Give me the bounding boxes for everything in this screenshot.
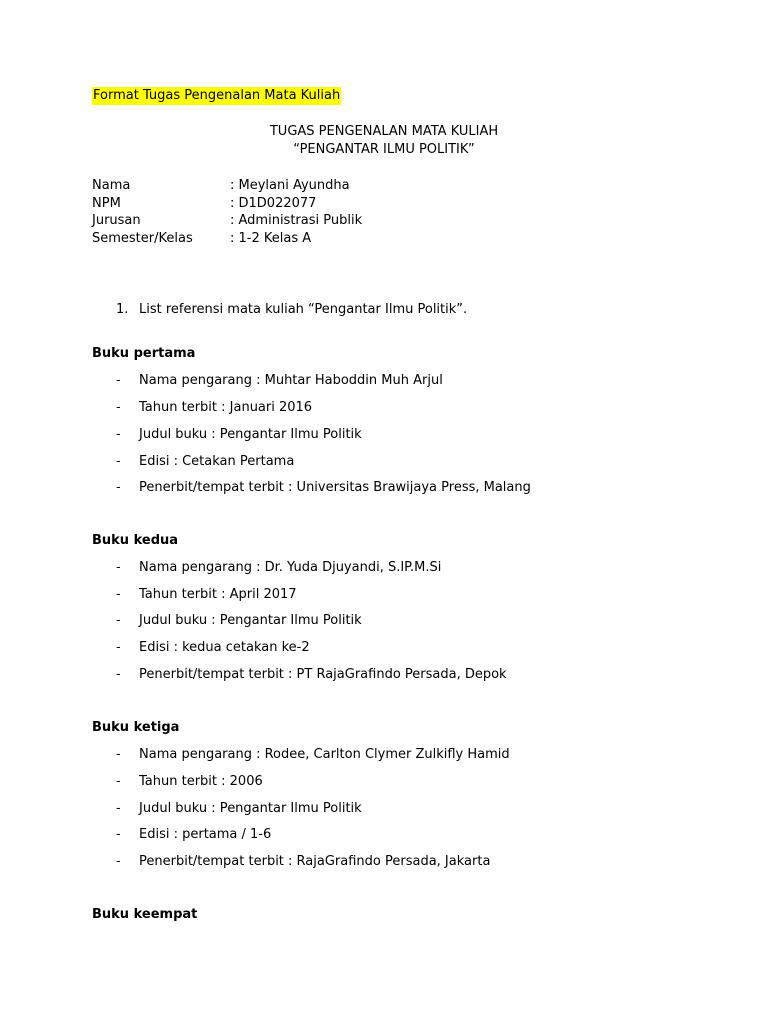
bullet-dash: - (116, 373, 121, 388)
identity-label: Jurusan (92, 213, 141, 228)
question-number: 1. (116, 302, 129, 317)
identity-value: : Administrasi Publik (230, 213, 363, 228)
bullet-dash: - (116, 427, 121, 442)
bullet-dash: - (116, 774, 121, 789)
bullet-dash: - (116, 640, 121, 655)
bullet-dash: - (116, 587, 121, 602)
bullet-dash: - (116, 667, 121, 682)
identity-label: Nama (92, 178, 131, 193)
document-page: Format Tugas Pengenalan Mata Kuliah TUGAS PENGENALAN MATA KULIAH “PENGANTAR ILMU POLITIK” Nama : Meylani Ayundha NPM : D1D022077 Jurusan : Administrasi Publik Semester/Kelas : 1-2 Kelas A 1. List referensi mata kuliah “Pengantar Ilmu Politik”. Buku pertama - Nama pengarang : Muhtar Haboddin Muh Arjul - Tahun terbit : Januari 2016 - Judul buku : Pengantar Ilmu Politik - Edisi : Cetakan Pertama - Penerbit/tempat terbit : Universitas Brawijaya Press, Malang Buku kedua - Nama pengarang : Dr. Yuda Djuyandi, S.IP.M.Si - Tahun terbit : April 2017 - Judul buku : Pengantar Ilmu Politik - Edisi : kedua cetakan ke-2 - Penerbit/tempat terbit : PT RajaGrafindo Persada, Depok Buku ketiga - Nama pengarang : Rodee, Carlton Clymer Zulkifly Hamid - Tahun terbit : 2006 - Judul buku : Pengantar Ilmu Politik - Edisi : pertama / 1-6 - Penerbit/tempat terbit : RajaGrafindo Persada, Jakarta Buku keempat (0, 0, 768, 1024)
identity-value: : 1-2 Kelas A (230, 231, 312, 246)
identity-value: : D1D022077 (230, 196, 317, 211)
bullet-dash: - (116, 400, 121, 415)
bullet-dash: - (116, 480, 121, 495)
bullet-dash: - (116, 613, 121, 628)
document-title-line-1: TUGAS PENGENALAN MATA KULIAH (269, 124, 499, 139)
bullet-dash: - (116, 827, 121, 842)
bullet-dash: - (116, 801, 121, 816)
bullet-dash: - (116, 854, 121, 869)
identity-label: Semester/Kelas (92, 231, 193, 246)
identity-value: : Meylani Ayundha (230, 178, 350, 193)
bullet-dash: - (116, 454, 121, 469)
bullet-dash: - (116, 747, 121, 762)
format-title: Format Tugas Pengenalan Mata Kuliah (93, 88, 341, 103)
question-text: List referensi mata kuliah “Pengantar Ilmu Politik”. (139, 302, 468, 317)
document-title-line-2: “PENGANTAR ILMU POLITIK” (293, 142, 475, 157)
bullet-dash: - (116, 560, 121, 575)
identity-label: NPM (92, 196, 121, 211)
